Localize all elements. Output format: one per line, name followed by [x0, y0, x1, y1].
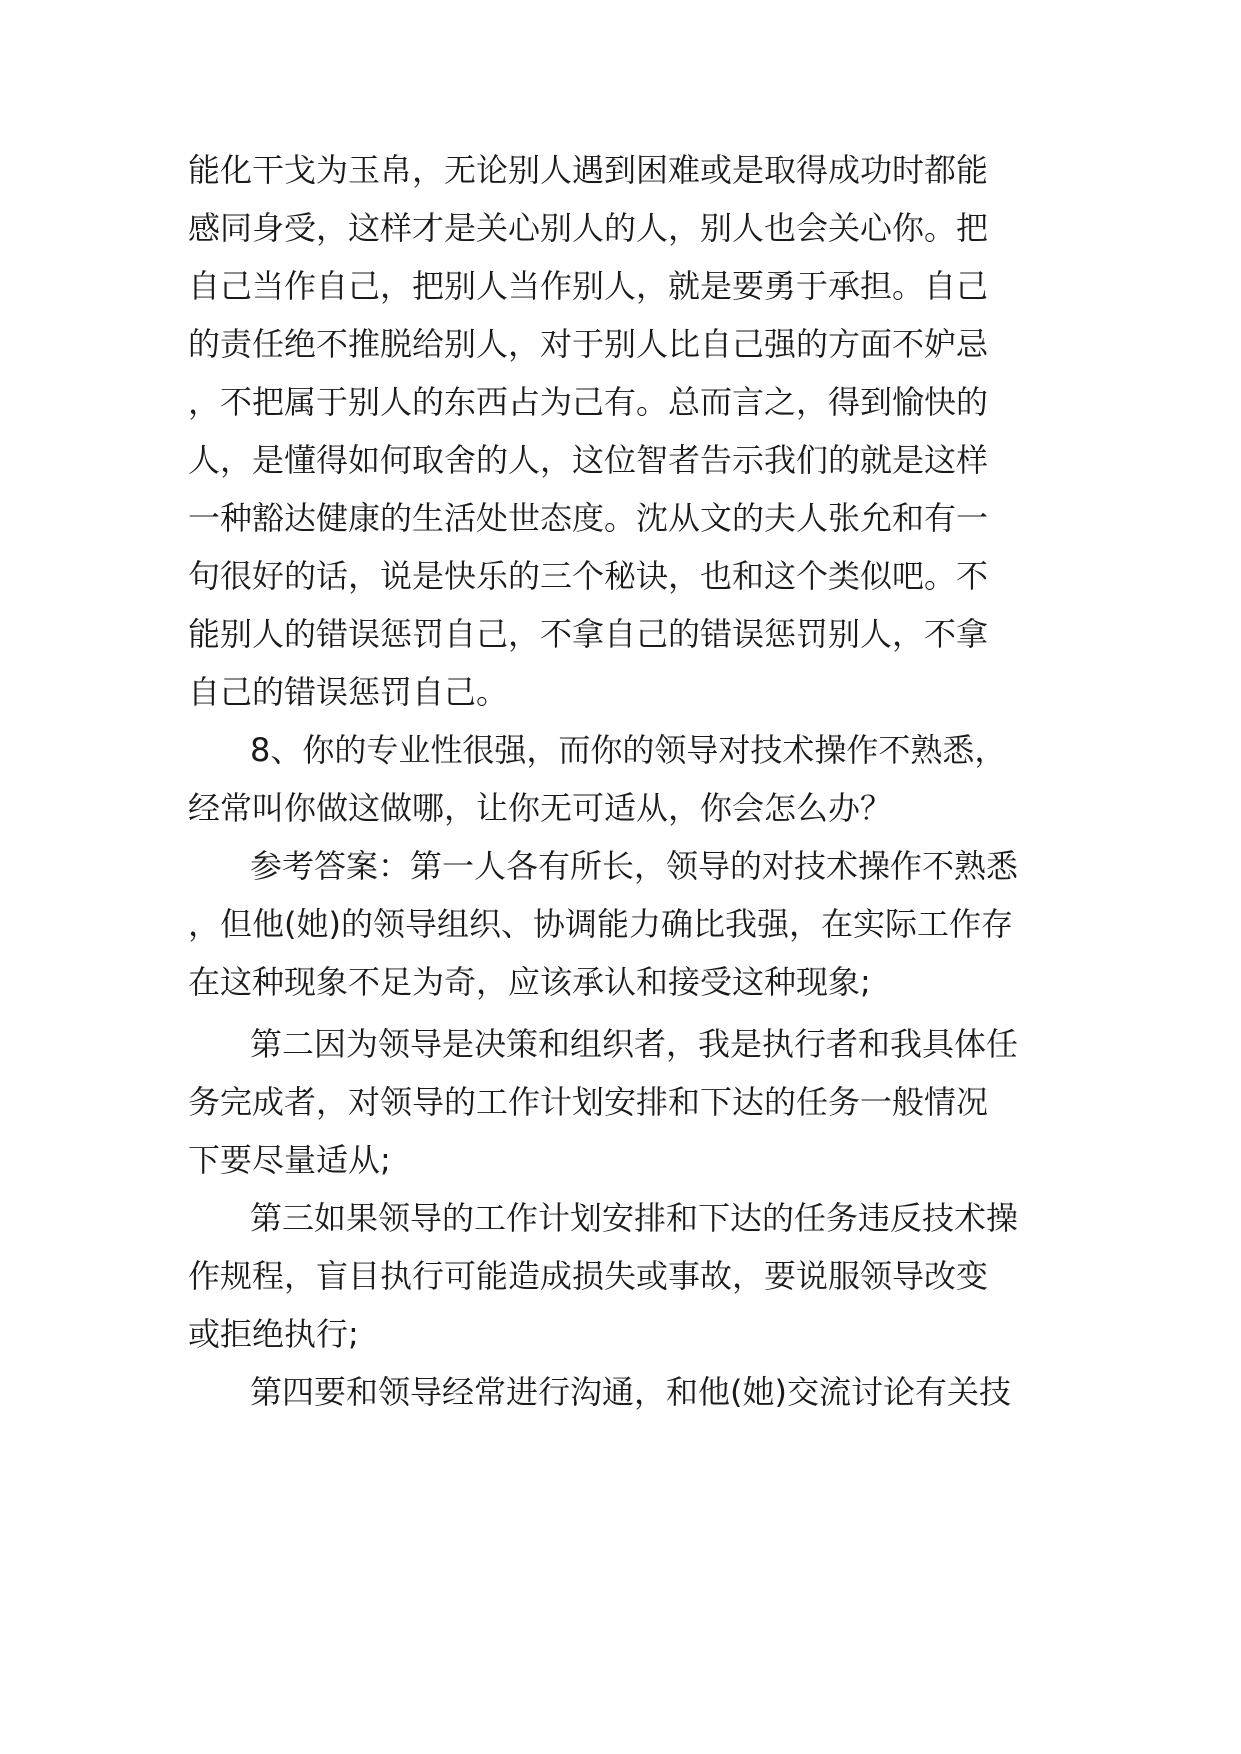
- text-line: 或拒绝执行;: [188, 1315, 359, 1353]
- text-line: 作规程，盲目执行可能造成损失或事故，要说服领导改变: [188, 1257, 989, 1295]
- text-line: 句很好的话，说是快乐的三个秘诀，也和这个类似吧。不: [188, 557, 989, 595]
- text-line: 能化干戈为玉帛，无论别人遇到困难或是取得成功时都能: [188, 151, 989, 189]
- text-line: 下要尽量适从;: [188, 1141, 391, 1179]
- text-line: 自己当作自己，把别人当作别人，就是要勇于承担。自己: [188, 267, 989, 305]
- text-line: 经常叫你做这做哪，让你无可适从，你会怎么办？: [188, 789, 893, 827]
- text-line: 的责任绝不推脱给别人，对于别人比自己强的方面不妒忌: [188, 325, 989, 363]
- text-line: 感同身受，这样才是关心别人的人，别人也会关心你。把: [188, 209, 989, 247]
- text-line: 能别人的错误惩罚自己，不拿自己的错误惩罚别人，不拿: [188, 615, 989, 653]
- text-line: 务完成者，对领导的工作计划安排和下达的任务一般情况: [188, 1083, 989, 1121]
- paragraph-start: 第四要和领导经常进行沟通，和他(她)交流讨论有关技: [250, 1373, 1011, 1411]
- text-line: ，不把属于别人的东西占为己有。总而言之，得到愉快的: [188, 383, 989, 421]
- paragraph-start: 第二因为领导是决策和组织者，我是执行者和我具体任: [250, 1025, 1019, 1063]
- text-line: 一种豁达健康的生活处世态度。沈从文的夫人张允和有一: [188, 499, 989, 537]
- text-line: 在这种现象不足为奇，应该承认和接受这种现象;: [188, 963, 871, 1001]
- text-line: 人，是懂得如何取舍的人，这位智者告示我们的就是这样: [188, 441, 989, 479]
- answer-paragraph-start: 参考答案：第一人各有所长，领导的对技术操作不熟悉: [250, 847, 1019, 885]
- text-line: 自己的错误惩罚自己。: [188, 673, 509, 711]
- question-heading: 8、你的专业性很强，而你的领导对技术操作不熟悉，: [250, 731, 1007, 769]
- paragraph-start: 第三如果领导的工作计划安排和下达的任务违反技术操: [250, 1199, 1019, 1237]
- text-line: ，但他(她)的领导组织、协调能力确比我强，在实际工作存: [188, 905, 1013, 943]
